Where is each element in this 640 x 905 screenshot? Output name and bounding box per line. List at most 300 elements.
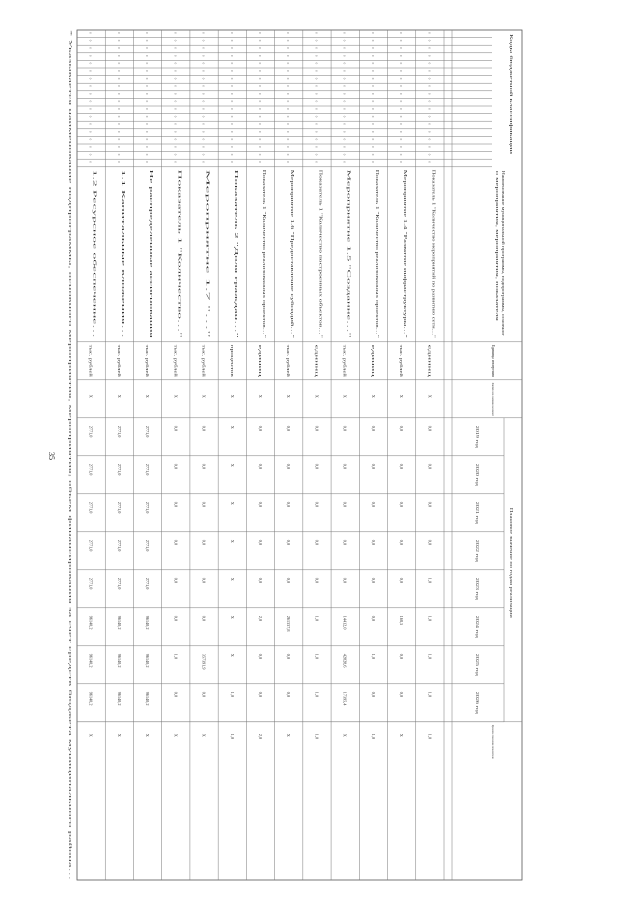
code-cell: 0 [370, 39, 375, 42]
row-name: Показатель 2 "Доля граждан…" [233, 169, 239, 227]
row-unit: единиц [258, 344, 263, 358]
code-cell: 0 [399, 138, 404, 141]
code-cell: 0 [399, 115, 404, 118]
code-cell: 0 [399, 93, 404, 95]
code-cell: 0 [229, 123, 234, 125]
row-value: 0,0 [399, 539, 405, 546]
code-cell: 0 [229, 47, 234, 49]
year-header: 2022 год [475, 539, 479, 554]
code-cell: 0 [173, 47, 178, 49]
code-cell: 0 [258, 93, 262, 95]
code-cell: 0 [314, 146, 319, 148]
row-value: 1,0 [314, 691, 320, 698]
year-header: 2026 год [475, 691, 479, 706]
row-base: X [286, 394, 292, 398]
row-value: 261337,8 [286, 615, 292, 632]
row-value: 357391,9 [201, 653, 207, 670]
code-cell: 0 [314, 70, 319, 72]
code-cell: 0 [314, 39, 319, 42]
code-cell: 0 [145, 146, 150, 148]
code-cell: 0 [88, 131, 93, 133]
code-cell: 0 [399, 47, 404, 49]
code-cell: 0 [116, 39, 121, 42]
row-name: 1.1 Капитальные вложения… [120, 169, 126, 223]
row-unit: тыс. рублей [342, 344, 348, 366]
code-cell: 0 [370, 123, 375, 125]
code-cell: 0 [173, 93, 178, 95]
row-value: 0,0 [370, 615, 376, 622]
row-value: 0,0 [173, 615, 179, 622]
row-value: 0,0 [399, 691, 405, 698]
code-cell: 0 [427, 115, 432, 118]
row-value: 0,0 [286, 463, 292, 470]
code-cell: 0 [399, 85, 404, 87]
code-cell: 0 [88, 70, 93, 72]
code-cell: 0 [229, 70, 234, 72]
row-name: Мероприятие 1.5 "Создание…" [346, 169, 352, 226]
code-cell: 0 [314, 161, 319, 163]
row-value: 1,0 [314, 615, 320, 622]
code-cell: 0 [286, 123, 291, 125]
code-cell: 0 [286, 146, 291, 148]
row-value: 0,0 [342, 463, 348, 470]
code-cell: 0 [314, 100, 319, 103]
code-cell: 0 [370, 93, 375, 95]
row-value: 0,0 [427, 501, 433, 508]
code-cell: 0 [370, 85, 375, 87]
code-cell: 0 [116, 47, 121, 49]
code-cell: 0 [145, 77, 150, 80]
row-value: 96140,2 [145, 691, 151, 706]
row-value: 0,0 [286, 501, 292, 508]
code-cell: 0 [229, 138, 234, 141]
row-value: 0,0 [258, 463, 263, 470]
row-value: 0,0 [370, 577, 376, 584]
row-value: 0,0 [370, 463, 376, 470]
code-cell: 0 [342, 70, 347, 72]
code-cell: 0 [229, 146, 234, 148]
row-unit: единиц [370, 344, 376, 358]
code-cell: 0 [229, 55, 234, 57]
code-cell: 0 [286, 108, 291, 110]
code-cell: 0 [116, 100, 121, 103]
code-cell: 0 [427, 131, 432, 133]
code-cell: 0 [370, 161, 375, 163]
row-value: 2771,0 [145, 577, 151, 590]
row-final: X [201, 733, 207, 737]
row-value: 0,0 [201, 501, 207, 508]
code-cell: 0 [286, 32, 291, 34]
code-cell: 0 [427, 123, 432, 125]
row-value: 0,0 [399, 577, 405, 584]
row-final: X [286, 733, 292, 737]
row-name: Показатель 1 "Количество построенных объектов…" [318, 169, 324, 265]
row-value: 0,0 [314, 577, 320, 584]
code-cell: 0 [173, 123, 178, 125]
row-value: 0,0 [314, 501, 320, 508]
row-value: 0,0 [173, 501, 179, 508]
code-cell: 0 [314, 47, 319, 49]
row-name: Показатель 1 "Количество мероприятий по развитию сети…" [431, 169, 437, 280]
code-cell: 0 [286, 70, 291, 72]
table-footnote: * Указывается наименование подпрограммы, основного мероприятия, мероприятия; объем финансирования за счет средств бюджета муниципального района… [68, 30, 72, 276]
row-value: 1,0 [173, 653, 179, 660]
row-value: X [229, 539, 235, 543]
code-cell: 0 [286, 39, 291, 42]
row-final: X [399, 733, 405, 737]
row-value: 0,0 [173, 425, 179, 432]
code-cell: 0 [342, 146, 347, 148]
code-cell: 0 [427, 55, 432, 57]
row-unit: тыс. рублей [286, 344, 292, 366]
row-value: 0,0 [370, 691, 376, 698]
base-column-header: Фактическое значение на момент [491, 382, 495, 428]
row-name: Показатель 1 "Количество…" [177, 169, 183, 223]
code-cell: 0 [427, 70, 432, 72]
code-cell: 0 [173, 161, 178, 163]
code-cell: 0 [173, 85, 178, 87]
row-base: X [201, 394, 207, 398]
unit-column-header: Единица измерения [491, 344, 495, 377]
row-base: X [229, 394, 235, 398]
row-value: 96140,2 [88, 653, 94, 668]
code-cell: 0 [173, 153, 178, 156]
row-value: 0,0 [286, 539, 292, 546]
code-cell: 0 [116, 70, 121, 72]
code-cell: 0 [399, 153, 404, 156]
final-column-header: Целевое значение показателя [491, 724, 495, 765]
code-cell: 0 [201, 146, 206, 148]
code-cell: 0 [399, 77, 404, 80]
code-cell: 0 [229, 153, 234, 156]
code-cell: 0 [314, 138, 319, 141]
code-cell: 0 [370, 153, 375, 156]
row-value: 2771,0 [145, 463, 151, 476]
row-value: 0,0 [314, 463, 320, 470]
row-final: X [145, 733, 151, 737]
code-cell: 0 [427, 153, 432, 156]
row-unit: тыс. рублей [88, 344, 94, 366]
code-cell: 0 [258, 131, 262, 133]
code-cell: 0 [370, 55, 375, 57]
code-cell: 0 [116, 146, 121, 148]
code-cell: 0 [370, 108, 375, 110]
code-cell: 0 [286, 47, 291, 49]
code-cell: 0 [201, 32, 206, 34]
code-cell: 0 [88, 85, 93, 87]
code-cell: 0 [427, 47, 432, 49]
row-name: Показатель 1 "Количество реализованных проектов…" [374, 169, 380, 268]
code-cell: 0 [314, 32, 319, 34]
code-cell: 0 [286, 131, 291, 133]
code-cell: 0 [370, 47, 375, 49]
name-column-header-cont: о мероприятия, мероприятия, показателя [495, 170, 499, 237]
code-cell: 0 [116, 32, 121, 34]
row-value: X [229, 425, 235, 429]
code-cell: 0 [201, 161, 206, 163]
row-unit: тыс. рублей [201, 344, 207, 366]
code-cell: 0 [342, 100, 347, 103]
row-value: 1,0 [314, 653, 320, 660]
row-value: 0,0 [258, 577, 263, 584]
code-cell: 0 [145, 161, 150, 163]
row-value: 0,0 [427, 463, 433, 470]
code-cell: 0 [116, 153, 121, 156]
row-value: 2771,0 [88, 577, 94, 590]
row-final: X [116, 733, 122, 737]
code-cell: 0 [286, 93, 291, 95]
code-cell: 0 [88, 146, 93, 148]
row-value: 0,0 [342, 577, 348, 584]
row-value: 0,0 [399, 425, 405, 432]
row-base: X [173, 394, 179, 398]
code-cell: 0 [370, 32, 375, 34]
row-base: X [399, 394, 405, 398]
code-cell: 0 [314, 62, 319, 65]
row-value: 0,0 [258, 501, 263, 508]
code-cell: 0 [88, 161, 93, 163]
code-cell: 0 [229, 131, 234, 133]
code-cell: 0 [258, 153, 262, 156]
code-cell: 0 [399, 32, 404, 34]
code-cell: 0 [88, 108, 93, 110]
code-cell: 0 [314, 55, 319, 57]
code-cell: 0 [116, 62, 121, 65]
code-cell: 0 [370, 100, 375, 103]
code-cell: 0 [116, 108, 121, 110]
row-value: X [229, 577, 235, 581]
row-value: 2771,0 [145, 501, 151, 514]
code-cell: 0 [116, 115, 121, 118]
code-cell: 0 [201, 55, 206, 57]
code-cell: 0 [201, 62, 206, 65]
code-cell: 0 [399, 70, 404, 72]
code-cell: 0 [370, 131, 375, 133]
row-value: 0,0 [173, 691, 179, 698]
year-header: 2020 год [475, 463, 479, 478]
row-base: X [145, 394, 151, 398]
code-cell: 0 [145, 131, 150, 133]
code-cell: 0 [201, 153, 206, 156]
row-value: 0,0 [173, 577, 179, 584]
row-base: X [88, 394, 94, 398]
code-cell: 0 [88, 55, 93, 57]
code-cell: 0 [145, 100, 150, 103]
code-cell: 0 [145, 108, 150, 110]
code-cell: 0 [201, 85, 206, 87]
year-header: 2024 год [475, 615, 479, 630]
code-cell: 0 [342, 153, 347, 156]
row-value: 0,0 [342, 501, 348, 508]
row-value: 0,0 [427, 425, 433, 432]
code-cell: 0 [314, 131, 319, 133]
code-cell: 0 [258, 115, 262, 118]
code-cell: 0 [399, 100, 404, 103]
code-cell: 0 [201, 77, 206, 80]
row-base: X [116, 394, 122, 398]
row-value: X [229, 653, 235, 657]
row-value: 2771,0 [88, 501, 94, 514]
row-value: 0,0 [258, 691, 263, 698]
code-cell: 0 [258, 100, 262, 103]
row-value: 1,0 [427, 691, 433, 698]
row-unit: тыс. рублей [116, 344, 122, 366]
code-cell: 0 [173, 62, 178, 65]
code-cell: 0 [88, 123, 93, 125]
code-cell: 0 [342, 62, 347, 65]
code-cell: 0 [286, 77, 291, 80]
code-cell: 0 [314, 153, 319, 156]
row-value: 0,0 [314, 425, 320, 432]
row-value: 0,0 [399, 501, 405, 508]
row-final: X [342, 733, 348, 737]
code-cell: 0 [342, 123, 347, 125]
code-cell: 0 [370, 77, 375, 80]
year-header: 2025 год [475, 653, 479, 668]
name-column-header: Наименование муниципальной программы, подпрограммы, основног [501, 170, 505, 284]
row-value: 0,0 [370, 539, 376, 546]
code-cell: 0 [399, 131, 404, 133]
row-value: 0,0 [399, 653, 405, 660]
row-value: 1,0 [427, 577, 433, 584]
code-cell: 0 [116, 131, 121, 133]
code-cell: 0 [342, 47, 347, 49]
code-cell: 0 [145, 153, 150, 156]
code-cell: 0 [286, 161, 291, 163]
code-cell: 0 [258, 77, 262, 80]
code-cell: 0 [201, 100, 206, 103]
code-cell: 0 [258, 55, 262, 57]
code-cell: 0 [258, 62, 262, 65]
code-cell: 0 [229, 39, 234, 42]
row-value: 0,0 [201, 425, 207, 432]
row-value: 2771,0 [116, 577, 122, 590]
code-cell: 0 [173, 100, 178, 103]
row-value: 96140,2 [116, 653, 122, 668]
code-cell: 0 [399, 55, 404, 57]
row-final: 1,0 [314, 733, 320, 740]
row-value: 42828,6 [342, 653, 348, 668]
code-cell: 0 [370, 62, 375, 65]
row-final: 1,0 [427, 733, 433, 740]
code-cell: 0 [342, 131, 347, 133]
row-base: X [427, 394, 433, 398]
code-cell: 0 [145, 85, 150, 87]
code-cell: 0 [342, 85, 347, 87]
code-cell: 0 [427, 62, 432, 65]
code-cell: 0 [342, 77, 347, 80]
row-value: 2771,0 [88, 539, 94, 552]
row-value: 1,0 [427, 653, 433, 660]
row-name: 1.2 Ресурсное обеспечение… [92, 169, 98, 222]
code-cell: 0 [370, 115, 375, 118]
code-cell: 0 [145, 55, 150, 57]
budget-codes-header: Коды бюджетной классификации [509, 34, 513, 88]
code-cell: 0 [229, 62, 234, 65]
row-value: 2771,0 [88, 425, 94, 438]
code-cell: 0 [201, 131, 206, 133]
code-cell: 0 [229, 85, 234, 87]
code-cell: 0 [88, 39, 93, 42]
code-cell: 0 [342, 161, 347, 163]
row-value: 0,0 [201, 463, 207, 470]
code-cell: 0 [342, 108, 347, 110]
code-cell: 0 [173, 108, 178, 110]
row-value: 17395,4 [342, 691, 348, 706]
row-final: X [88, 733, 94, 737]
code-cell: 0 [88, 100, 93, 103]
row-value: 168,5 [399, 615, 405, 626]
row-value: 0,0 [201, 691, 207, 698]
row-value: 1,0 [427, 615, 433, 622]
row-unit: процентов [229, 344, 235, 364]
code-cell: 0 [370, 138, 375, 141]
row-value: 2771,0 [116, 501, 122, 514]
table-border [77, 30, 522, 880]
row-value: 14412,0 [342, 615, 348, 630]
code-cell: 0 [201, 70, 206, 72]
code-cell: 0 [342, 39, 347, 42]
code-cell: 0 [116, 138, 121, 141]
code-cell: 0 [173, 77, 178, 80]
code-cell: 0 [229, 115, 234, 118]
table-grid [77, 30, 522, 880]
code-cell: 0 [173, 32, 178, 34]
code-cell: 0 [427, 146, 432, 148]
code-cell: 0 [258, 138, 262, 141]
code-cell: 0 [258, 108, 262, 110]
code-cell: 0 [116, 161, 121, 163]
code-cell: 0 [427, 100, 432, 103]
code-cell: 0 [88, 138, 93, 141]
code-cell: 0 [88, 93, 93, 95]
code-cell: 0 [88, 153, 93, 156]
row-value: 2771,0 [116, 539, 122, 552]
row-value: 2771,0 [116, 425, 122, 438]
row-base: X [258, 394, 263, 398]
row-value: 0,0 [201, 577, 207, 584]
code-cell: 0 [145, 115, 150, 118]
code-cell: 0 [88, 32, 93, 34]
row-final: 1,0 [229, 733, 235, 740]
row-unit: тыс. рублей [399, 344, 405, 366]
code-cell: 0 [342, 115, 347, 118]
code-cell: 0 [286, 85, 291, 87]
code-cell: 0 [399, 146, 404, 148]
code-cell: 0 [286, 153, 291, 156]
code-cell: 0 [258, 161, 262, 163]
row-value: 0,0 [370, 501, 376, 508]
code-cell: 0 [258, 47, 262, 49]
code-cell: 0 [258, 146, 262, 148]
code-cell: 0 [173, 146, 178, 148]
code-cell: 0 [286, 55, 291, 57]
code-cell: 0 [427, 108, 432, 110]
code-cell: 0 [427, 93, 432, 95]
code-cell: 0 [201, 47, 206, 49]
row-value: 96140,2 [88, 615, 94, 630]
row-base: X [370, 394, 376, 398]
code-cell: 0 [173, 115, 178, 118]
code-cell: 0 [258, 32, 262, 34]
code-cell: 0 [173, 138, 178, 141]
row-value: 0,0 [427, 539, 433, 546]
row-value: 0,0 [173, 463, 179, 470]
code-cell: 0 [314, 115, 319, 118]
code-cell: 0 [399, 39, 404, 42]
code-cell: 0 [342, 93, 347, 95]
code-cell: 0 [342, 55, 347, 57]
